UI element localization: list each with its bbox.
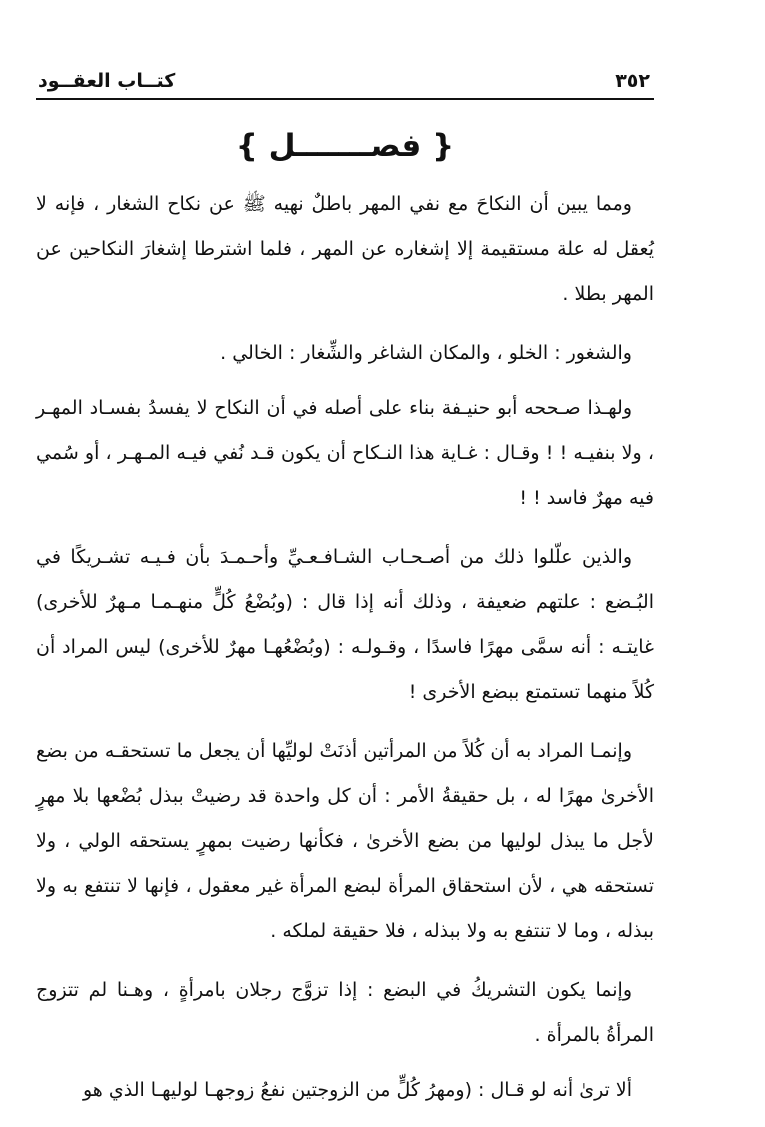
paragraph-2: والشغور : الخلو ، والمكان الشاغر والشِّغار : الخالي . [220, 342, 632, 364]
paragraph-3: ولهـذا صـححه أبو حنيـفة بناء على أصله في أن النكاح لا يفسدُ بفسـاد المهـر ، ولا بنفيـه ! ! وقـال : غـاية هذا النـكاح أن يكون قـد نُفي فيـه المـهـر ، أو سُمي فيه مهرٌ فاسد ! ! [36, 397, 654, 509]
paragraph-7: ألا ترىٰ أنه لو قـال : (ومهرُ كُلٍّ من الزوجتين نفعُ زوجهـا لوليهـا الذي هو [82, 1079, 632, 1101]
paragraph-1: ومما يبين أن النكاحَ مع نفي المهر باطلٌ نهيه ﷺ عن نكاح الشغار ، فإنه لا يُعقل له علة مستقيمة إلا إشغاره عن المهر ، فلما اشترطا إشغارَ النكاحين عن المهر بطلا . [36, 193, 654, 305]
paragraph-4: والذين علّلوا ذلك من أصـحـاب الشـافـعـيِّ وأحـمـدَ بأن فـيـه تشـريكًا في البُـضع : علتهم ضعيفة ، وذلك أنه إذا قال : (وبُضْعُ كُلٍّ منهـمـا مـهرٌ للأخرى) غايتـه : أنه سمَّى مهرًا فاسدًا ، وقـولـه : (وبُضْعُهـا مهرٌ للأخرى) ليس المراد أن كُلاً منهما تستمتع ببضع الأخرى ! [36, 546, 654, 703]
section-heading: { فصـــــــل } [235, 128, 455, 164]
body-text [36, 182, 654, 1127]
paragraph-5: وإنمـا المراد به أن كُلاً من المرأتين أذنَتْ لوليِّها أن يجعل ما تستحقـه من بضع الأخرىٰ مهرًا له ، بل حقيقةُ الأمر : أن كل واحدة قد رضيتْ ببذل بُضْعها بلا مهرٍ لأجل ما يبذل لوليها من بضع الأخرىٰ ، فكأنها رضيت بمهرٍ يستحقه الولي ، ولا تستحقه هي ، لأن استحقاق المرأة لبضع المرأة غير معقول ، فإنها لا تنتفع به ولا ببذله ، وما لا تنتفع به ولا ببذله ، فلا حقيقة لملكه . [36, 740, 654, 942]
running-header [36, 68, 654, 100]
paragraph-6: وإنما يكون التشريكُ في البضع : إذا تزوَّج رجلان بامرأةٍ ، وهـنا لم تتزوج المرأةُ بالمرأة . [36, 979, 654, 1046]
page-number: ٣٥٢ [615, 70, 650, 92]
book-title: كتــاب العقــود [38, 70, 176, 92]
